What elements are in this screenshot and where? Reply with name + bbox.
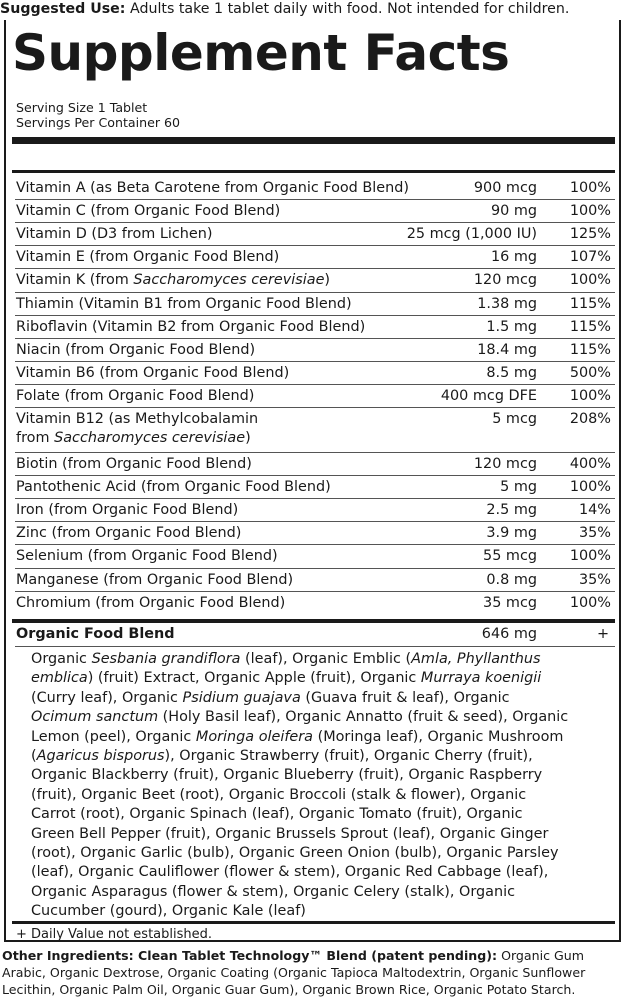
nutrient-amount: 18.4 mg [477,341,537,358]
nutrient-daily-value: 100% [569,387,611,404]
nutrient-daily-value: 115% [569,318,611,335]
suggested-use [0,0,631,18]
footnote-divider [12,921,615,924]
row-divider [15,521,615,522]
nutrient-name: Zinc (from Organic Food Blend) [16,525,242,542]
nutrient-daily-value: 100% [569,180,611,196]
blend-daily-value: + [596,626,609,642]
nutrient-amount: 1.5 mg [486,318,537,335]
nutrient-daily-value: 14% [579,502,611,519]
nutrient-daily-value: 100% [569,203,611,220]
nutrient-name: Vitamin B12 (as Methylcobalamin [16,411,259,427]
row-divider [15,568,615,569]
nutrient-daily-value: 100% [569,548,611,565]
row-divider [15,268,615,269]
nutrient-daily-value: 100% [569,594,611,611]
nutrient-amount: 900 mcg [473,180,537,196]
row-divider [15,591,615,592]
nutrient-amount: 5 mcg [492,411,537,427]
blend-ingredient-line: (Agaricus bisporus), Organic Strawberry (fruit), Organic Cherry (fruit), [31,748,533,765]
nutrient-daily-value: 400% [569,456,611,472]
blend-title: Organic Food Blend [16,626,175,642]
row-divider [15,475,615,476]
blend-ingredient-line: (leaf), Organic Cauliflower (flower & stem), Organic Red Cabbage (leaf), [31,864,549,881]
row-divider [15,544,615,545]
row-divider [15,384,615,385]
blend-divider [12,619,615,623]
blend-ingredient-line: Ocimum sanctum (Holy Basil leaf), Organic Annatto (fruit & seed), Organic [31,709,569,726]
row-divider [15,646,615,647]
row-divider [15,361,615,362]
row-divider [15,245,615,246]
blend-amount: 646 mg [481,626,537,642]
nutrient-amount: 25 mcg (1,000 IU) [406,226,537,243]
blend-ingredient-line: Carrot (root), Organic Spinach (leaf), Organic Tomato (fruit), Organic [31,806,523,823]
nutrient-amount: 120 mcg [473,456,537,472]
footnote: + Daily Value not established. [16,927,213,942]
suggested-use-text: Adults take 1 tablet daily with food. Not intended for children. [129,1,570,17]
nutrient-amount: 3.9 mg [486,525,537,542]
nutrient-amount: 400 mcg DFE [440,387,537,404]
nutrient-daily-value: 35% [579,571,611,588]
blend-ingredient-line: Cucumber (gourd), Organic Kale (leaf) [31,903,306,920]
nutrient-name: Selenium (from Organic Food Blend) [16,548,278,565]
nutrient-amount: 55 mcg [483,548,537,565]
blend-ingredient-line: (fruit), Organic Beet (root), Organic Broccoli (stalk & flower), Organic [31,786,527,803]
nutrient-daily-value: 107% [569,249,611,266]
servings-per-container: Servings Per Container 60 [16,115,181,130]
nutrient-daily-value: 500% [569,364,611,381]
other-ingredients-label: Other Ingredients: Clean Tablet Technology™ Blend (patent pending): [2,948,498,963]
nutrient-daily-value: 100% [569,479,611,496]
nutrient-name: Vitamin B6 (from Organic Food Blend) [16,364,290,381]
row-divider [15,315,615,316]
serving-size: Serving Size 1 Tablet [16,100,148,115]
nutrient-daily-value: 100% [569,272,611,289]
row-divider [15,407,615,408]
nutrient-name: Vitamin E (from Organic Food Blend) [16,249,280,266]
nutrient-name: Riboflavin (Vitamin B2 from Organic Food Blend) [16,318,366,335]
blend-ingredient-line: Green Bell Pepper (fruit), Organic Brussels Sprout (leaf), Organic Ginger [31,825,549,842]
nutrient-daily-value: 125% [569,226,611,243]
nutrient-daily-value: 208% [569,411,611,427]
blend-ingredient-line: Lemon (peel), Organic Moringa oleifera (Moringa leaf), Organic Mushroom [31,728,564,745]
suggested-use-label: Suggested Use: [0,1,126,17]
other-ingredients [2,947,629,998]
thick-divider [12,137,615,144]
nutrient-daily-value: 115% [569,341,611,358]
other-ingredients-text: Organic Gum Arabic, Organic Dextrose, Organic Coating (Organic Tapioca Maltodextrin, Organic Sunflower Lecithin, Organic Palm Oil, Organic Guar Gum), Organic Brown Rice, Organic Potato Starch. [2,948,586,997]
blend-ingredient-line: Organic Asparagus (flower & stem), Organic Celery (stalk), Organic [31,883,516,900]
blend-ingredient-line: (Curry leaf), Organic Psidium guajava (Guava fruit & leaf), Organic [31,689,510,706]
nutrient-name: Chromium (from Organic Food Blend) [16,594,286,611]
nutrient-name: Vitamin K (from Saccharomyces cerevisiae) [16,272,331,289]
nutrient-name: Manganese (from Organic Food Blend) [16,571,294,588]
nutrient-amount: 16 mg [490,249,537,266]
blend-ingredient-line: Organic Blackberry (fruit), Organic Blueberry (fruit), Organic Raspberry [31,767,543,784]
nutrient-name: Vitamin A (as Beta Carotene from Organic Food Blend) [16,180,409,196]
nutrient-amount: 90 mg [490,203,537,220]
row-divider [15,452,615,453]
nutrient-amount: 2.5 mg [486,502,537,519]
blend-ingredient-line: (root), Organic Garlic (bulb), Organic Green Onion (bulb), Organic Parsley [31,845,559,862]
nutrient-name: Thiamin (Vitamin B1 from Organic Food Blend) [16,295,352,312]
nutrient-amount: 35 mcg [483,594,537,611]
blend-ingredient-line: Organic Sesbania grandiflora (leaf), Organic Emblic (Amla, Phyllanthus [31,651,541,667]
row-divider [15,222,615,223]
nutrient-name: Folate (from Organic Food Blend) [16,387,255,404]
blend-ingredient-line: emblica) (fruit) Extract, Organic Apple (fruit), Organic Murraya koenigii [31,670,542,687]
nutrient-daily-value: 115% [569,295,611,312]
nutrient-amount: 1.38 mg [477,295,537,312]
nutrient-name: Iron (from Organic Food Blend) [16,502,239,519]
nutrient-amount: 8.5 mg [486,364,537,381]
nutrient-name: Vitamin D (D3 from Lichen) [16,226,213,243]
blend-ingredients [31,650,615,922]
nutrient-name-continued: from Saccharomyces cerevisiae) [16,430,251,446]
nutrient-amount: 0.8 mg [486,571,537,588]
header-divider [12,170,615,173]
panel-title: Supplement Facts [12,24,510,82]
row-divider [15,199,615,200]
nutrient-daily-value: 35% [579,525,611,542]
row-divider [15,338,615,339]
nutrient-amount: 120 mcg [473,272,537,289]
row-divider [15,292,615,293]
nutrient-name: Vitamin C (from Organic Food Blend) [16,203,281,220]
nutrient-name: Niacin (from Organic Food Blend) [16,341,256,358]
nutrient-amount: 5 mg [500,479,537,496]
nutrient-name: Biotin (from Organic Food Blend) [16,456,252,472]
row-divider [15,498,615,499]
nutrient-name: Pantothenic Acid (from Organic Food Blend) [16,479,331,496]
